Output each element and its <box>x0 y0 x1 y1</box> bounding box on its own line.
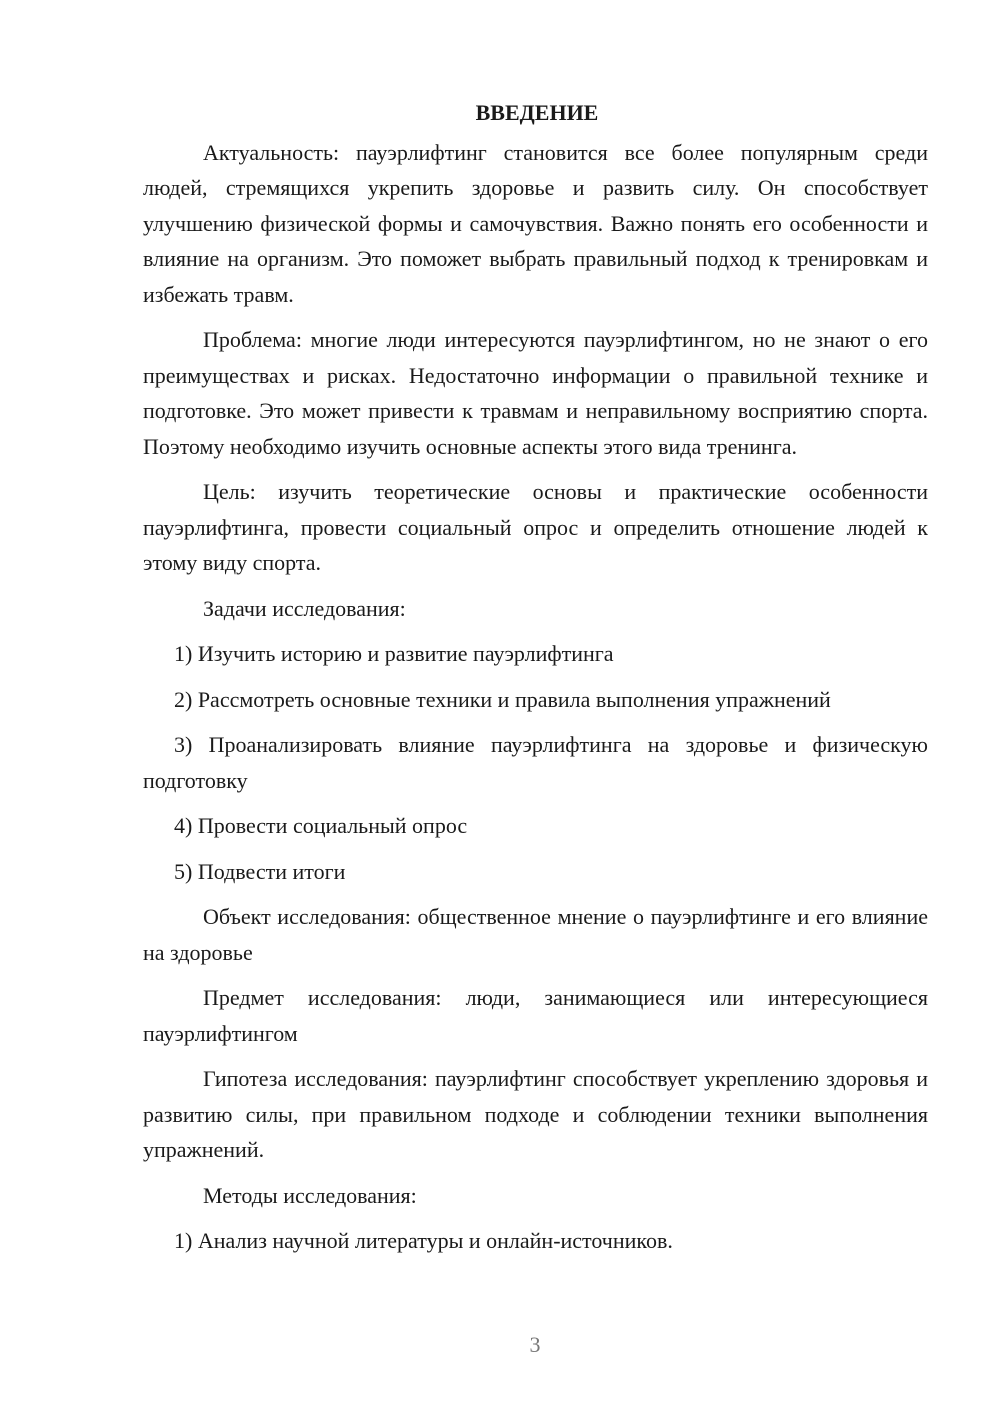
paragraph-hypothesis: Гипотеза исследования: пауэрлифтинг способствует укреплению здоровья и развитию силы, при правильном подходе и соблюдении техники выполнения упражнений. <box>143 1066 928 1162</box>
method-item-1: 1) Анализ научной литературы и онлайн-источников. <box>174 1228 673 1253</box>
methods-heading: Методы исследования: <box>203 1182 417 1208</box>
task-item-5: 5) Подвести итоги <box>174 858 346 884</box>
tasks-heading: Задачи исследования: <box>203 595 406 621</box>
task-item-3: 3) Проанализировать влияние пауэрлифтинга на здоровье и физическую подготовку <box>143 732 928 793</box>
page-number: 3 <box>529 1332 541 1357</box>
section-title: ВВЕДЕНИЕ <box>475 100 599 125</box>
paragraph-problem: Проблема: многие люди интересуются пауэрлифтингом, но не знают о его преимуществах и рисках. Недостаточно информации о правильной технике и подготовке. Это может привести к травмам и неправильному восприятию спорта. Поэтому необходимо изучить основные аспекты этого вида тренинга. <box>143 327 928 459</box>
paragraph-relevance: Актуальность: пауэрлифтинг становится все более популярным среди людей, стремящихся укрепить здоровье и развить силу. Он способствует улучшению физической формы и самочувствия. Важно понять его особенности и влияние на организм. Это поможет выбрать правильный подход к тренировкам и избежать травм. <box>143 139 928 307</box>
paragraph-goal: Цель: изучить теоретические основы и практические особенности пауэрлифтинга, провести социальный опрос и определить отношение людей к этому виду спорта. <box>143 479 928 575</box>
task-item-4: 4) Провести социальный опрос <box>174 813 468 838</box>
document-body <box>143 95 928 1269</box>
task-item-2: 2) Рассмотреть основные техники и правила выполнения упражнений <box>174 686 831 712</box>
paragraph-object: Объект исследования: общественное мнение о пауэрлифтинге и его влияние на здоровье <box>143 904 928 965</box>
paragraph-subject: Предмет исследования: люди, занимающиеся или интересующиеся пауэрлифтингом <box>143 985 928 1046</box>
task-item-1: 1) Изучить историю и развитие пауэрлифтинга <box>174 641 614 666</box>
